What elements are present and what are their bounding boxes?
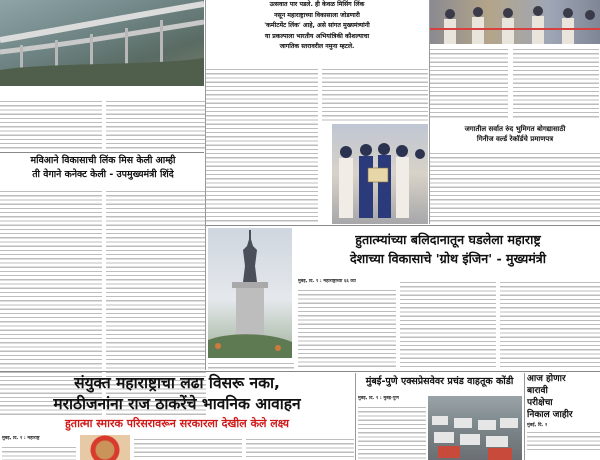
statue-illustration bbox=[208, 228, 292, 358]
ribbon-cutting-photo bbox=[430, 0, 600, 44]
raj-thackeray-photo bbox=[80, 435, 130, 460]
bottom-mid-dateline: मुंबई, दि. १ : मुंबई-पुणे bbox=[358, 396, 399, 401]
top-center-line: उत्सवात पार पडले. ही केवळ मिसिंग लिंक bbox=[269, 1, 365, 8]
divider bbox=[0, 152, 204, 153]
officials-illustration bbox=[332, 124, 428, 224]
hutatma-smarak-photo bbox=[208, 228, 292, 358]
left-article-text bbox=[0, 98, 102, 150]
main-dateline: मुंबई, दि. १ : महाराष्ट्राच्या ६६ व्या bbox=[298, 279, 356, 284]
main-article-text bbox=[208, 360, 294, 370]
center-article-text bbox=[206, 66, 318, 224]
main-headline-line: हुतात्म्यांच्या बलिदानातून घडलेला महाराष्ट्र bbox=[355, 232, 541, 247]
top-center-line: नसून महाराष्ट्राच्या विकासाला जोडणारी bbox=[274, 11, 360, 19]
bottom-mid-headline-text: मुंबई-पुणे एक्सप्रेसवेवर प्रचंड वाहतूक कोंडी bbox=[365, 376, 514, 387]
photo-caption bbox=[430, 124, 600, 146]
bottom-left-headline bbox=[0, 373, 354, 415]
red-subhead: हुतात्मा स्मारक परिसरावरून सरकारला देखील केले लक्ष्य bbox=[64, 417, 290, 430]
guinness-record-photo bbox=[332, 124, 428, 224]
crowd-illustration bbox=[430, 0, 600, 44]
main-article-text bbox=[298, 287, 396, 369]
red-subhead-bar bbox=[0, 415, 354, 433]
right-article-text bbox=[430, 150, 600, 224]
divider bbox=[0, 371, 600, 372]
result-box-text bbox=[527, 429, 600, 453]
left-article-text bbox=[106, 98, 206, 150]
top-center-line: या प्रकल्पाला भारतीय अभियांत्रिकी कौशल्याचा bbox=[264, 32, 370, 40]
result-news-box bbox=[527, 373, 600, 460]
result-box-line: परीक्षेचा bbox=[527, 398, 553, 408]
bottom-left-text bbox=[246, 436, 354, 460]
main-article-text bbox=[500, 279, 600, 369]
divider bbox=[355, 373, 356, 460]
traffic-jam-photo bbox=[428, 396, 522, 460]
top-center-line: जागतिक स्तरावरील नमुना म्हटले. bbox=[279, 43, 355, 51]
main-article-text bbox=[400, 279, 496, 369]
top-center-article bbox=[206, 0, 428, 64]
left-headline-line: ती वेगाने कनेक्ट केली - उपमुख्यमंत्री शिंदे bbox=[32, 169, 174, 180]
divider bbox=[206, 225, 600, 226]
bottom-left-headline-line: मराठीजनांना राज ठाकरेंचे भावनिक आवाहन bbox=[53, 395, 301, 413]
result-box-line: आज होणार bbox=[527, 374, 566, 384]
caption-line: गिनीज वर्ल्ड रेकॉर्डचे प्रमाणपत्र bbox=[476, 135, 554, 143]
traffic-illustration bbox=[428, 396, 522, 460]
bottom-left-text bbox=[134, 436, 242, 460]
main-headline-line: देशाच्या विकासाचे 'ग्रोथ इंजिन' - मुख्यमंत्री bbox=[349, 251, 547, 266]
bottom-left-dateline: मुंबई, दि. १ : महाराष्ट्र bbox=[2, 436, 40, 441]
divider bbox=[205, 0, 206, 370]
center-article-text bbox=[322, 66, 428, 122]
result-box-line: बारावी bbox=[527, 386, 548, 396]
bottom-mid-text bbox=[358, 404, 426, 460]
bottom-left-headline-line: संयुक्त महाराष्ट्राचा लढा विसरू नका, bbox=[74, 374, 280, 392]
left-headline bbox=[0, 154, 206, 184]
divider bbox=[524, 373, 525, 460]
bottom-left-text bbox=[2, 444, 76, 460]
caption-line: जगातील सर्वात रुंद भुमिगत बोगद्यासाठी bbox=[464, 125, 566, 133]
top-center-line: 'कमीटमेंट लिंक' आहे, असे सांगत मुख्यमंत्र्यांनी bbox=[264, 22, 370, 30]
divider bbox=[429, 0, 430, 224]
result-box-line: निकाल जाहीर bbox=[527, 410, 573, 420]
main-headline bbox=[296, 230, 600, 272]
bottom-mid-headline bbox=[357, 373, 522, 393]
highway-photo bbox=[0, 0, 204, 86]
top-right-text-column bbox=[430, 46, 508, 118]
result-box-dateline: मुंबई, दि. १ bbox=[527, 423, 548, 428]
left-headline-line: मविआने विकासाची लिंक मिस केली आम्ही bbox=[30, 155, 176, 166]
top-right-text-column bbox=[513, 46, 599, 118]
highway-illustration bbox=[0, 0, 204, 86]
